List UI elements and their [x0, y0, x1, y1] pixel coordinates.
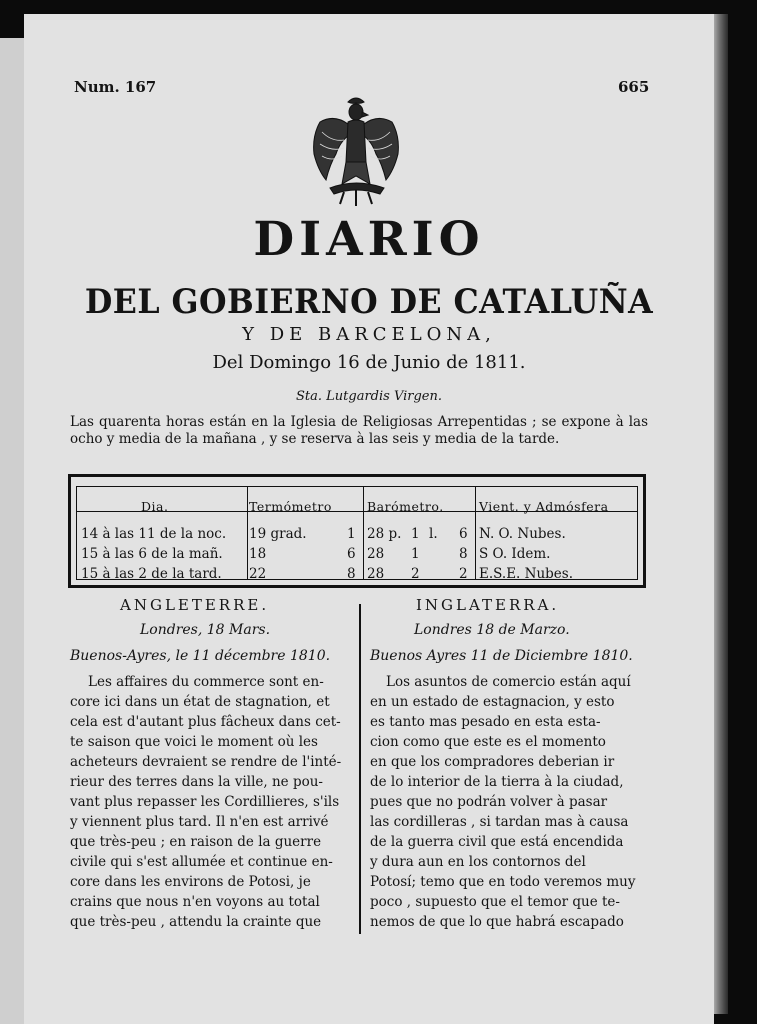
weather-baro-inches: 28: [367, 546, 385, 562]
left-article-line: Les affaires du commerce sont en-: [88, 674, 324, 690]
right-article-line: de la guerra civil que está encendida: [370, 834, 624, 850]
right-subheading: Londres 18 de Marzo.: [414, 622, 570, 638]
weather-baro-unit: l.: [429, 526, 438, 542]
weather-baro-fraction: 8: [459, 546, 468, 562]
weather-table: [68, 474, 646, 588]
right-article-line: las cordilleras , si tardan mas à causa: [370, 814, 629, 830]
right-article-line: pues que no podrán volver à pasar: [370, 794, 608, 810]
intro-notice: Las quarenta horas están en la Iglesia de Religiosas Arrepentidas ; se expone à las ocho y media de la mañana , y se reserva à las seis y media de la tarde.: [70, 414, 648, 447]
weather-baro-fraction: 6: [459, 526, 468, 542]
weather-wind: N. O. Nubes.: [479, 526, 566, 542]
weather-baro-fraction: 2: [459, 566, 468, 582]
left-article-line: rieur des terres dans la ville, ne pou-: [70, 774, 323, 790]
left-article-line: core ici dans un état de stagnation, et: [70, 694, 330, 710]
saint-of-day: Sta. Lutgardis Virgen.: [296, 389, 442, 404]
left-article-line: civile qui s'est allumée et continue en-: [70, 854, 333, 870]
page-left-edge: [0, 38, 25, 1024]
right-article-line: nemos de que lo que habrá escapado: [370, 914, 624, 930]
weather-header-day: Dia.: [141, 499, 169, 514]
right-dateline: Buenos Ayres 11 de Diciembre 1810.: [370, 648, 633, 664]
masthead-subtitle: DEL GOBIERNO DE CATALUÑA: [84, 282, 654, 322]
right-article-line: Potosí; temo que en todo veremos muy: [370, 874, 636, 890]
right-article-line: poco , supuesto que el temor que te-: [370, 894, 620, 910]
masthead-title: DIARIO: [253, 212, 485, 267]
column-divider: [359, 604, 361, 934]
weather-thermo-fraction: 6: [347, 546, 356, 562]
right-article-line: Los asuntos de comercio están aquí: [386, 674, 631, 690]
weather-day: 14 à las 11 de la noc.: [81, 526, 227, 542]
weather-day: 15 à las 6 de la mañ.: [81, 546, 223, 562]
left-article-line: que très-peu ; en raison de la guerre: [70, 834, 322, 850]
weather-baro-lines: 2: [411, 566, 420, 582]
weather-baro-inches: 28 p.: [367, 526, 402, 542]
left-article-line: que très-peu , attendu la crainte que: [70, 914, 322, 930]
left-section-heading: ANGLETERRE.: [120, 596, 270, 614]
weather-col-divider: [247, 487, 248, 579]
right-article-line: y dura aun en los contornos del: [370, 854, 586, 870]
left-article-line: core dans les environs de Potosi, je: [70, 874, 311, 890]
weather-day: 15 à las 2 de la tard.: [81, 566, 222, 582]
weather-thermo: 22: [249, 566, 267, 582]
weather-baro-lines: 1: [411, 526, 420, 542]
right-section-heading: INGLATERRA.: [416, 596, 560, 614]
weather-col-divider: [363, 487, 364, 579]
weather-baro-lines: 1: [411, 546, 420, 562]
left-article-line: acheteurs devraient se rendre de l'inté-: [70, 754, 342, 770]
left-article-line: te saison que voici le moment où les: [70, 734, 318, 750]
weather-header-barometer: Barómetro.: [367, 499, 444, 514]
left-article: [70, 672, 348, 932]
left-dateline: Buenos-Ayres, le 11 décembre 1810.: [70, 648, 331, 664]
issue-number: Num. 167: [74, 78, 157, 96]
weather-thermo: 18: [249, 546, 267, 562]
left-subheading: Londres, 18 Mars.: [140, 622, 271, 638]
masthead-city: Y DE BARCELONA,: [242, 324, 496, 345]
eagle-crest-icon: [304, 92, 408, 210]
right-article-line: de lo interior de la tierra à la ciudad,: [370, 774, 624, 790]
right-article-line: en un estado de estagnacion, y esto: [370, 694, 615, 710]
left-article-line: cela est d'autant plus fâcheux dans cet-: [70, 714, 341, 730]
weather-thermo: 19 grad.: [249, 526, 307, 542]
weather-header-wind: Vient. y Admósfera: [479, 499, 609, 514]
issue-date: Del Domingo 16 de Junio de 1811.: [212, 352, 526, 373]
weather-wind: S O. Idem.: [479, 546, 551, 562]
weather-thermo-fraction: 1: [347, 526, 356, 542]
left-article-line: vant plus repasser les Cordillieres, s'ils: [70, 794, 340, 810]
weather-wind: E.S.E. Nubes.: [479, 566, 573, 582]
weather-col-divider: [475, 487, 476, 579]
right-article-line: es tanto mas pesado en esta esta-: [370, 714, 601, 730]
right-article: [370, 672, 650, 932]
left-article-line: y viennent plus tard. Il n'en est arrivé: [70, 814, 329, 830]
weather-baro-inches: 28: [367, 566, 385, 582]
weather-thermo-fraction: 8: [347, 566, 356, 582]
right-article-line: en que los compradores deberian ir: [370, 754, 615, 770]
left-article-line: crains que nous n'en voyons au total: [70, 894, 320, 910]
page-right-shadow: [712, 14, 728, 1014]
page-number: 665: [618, 78, 650, 96]
newspaper-page: [24, 14, 714, 1024]
right-article-line: cion como que este es el momento: [370, 734, 606, 750]
weather-header-thermometer: Termómetro: [249, 499, 332, 514]
